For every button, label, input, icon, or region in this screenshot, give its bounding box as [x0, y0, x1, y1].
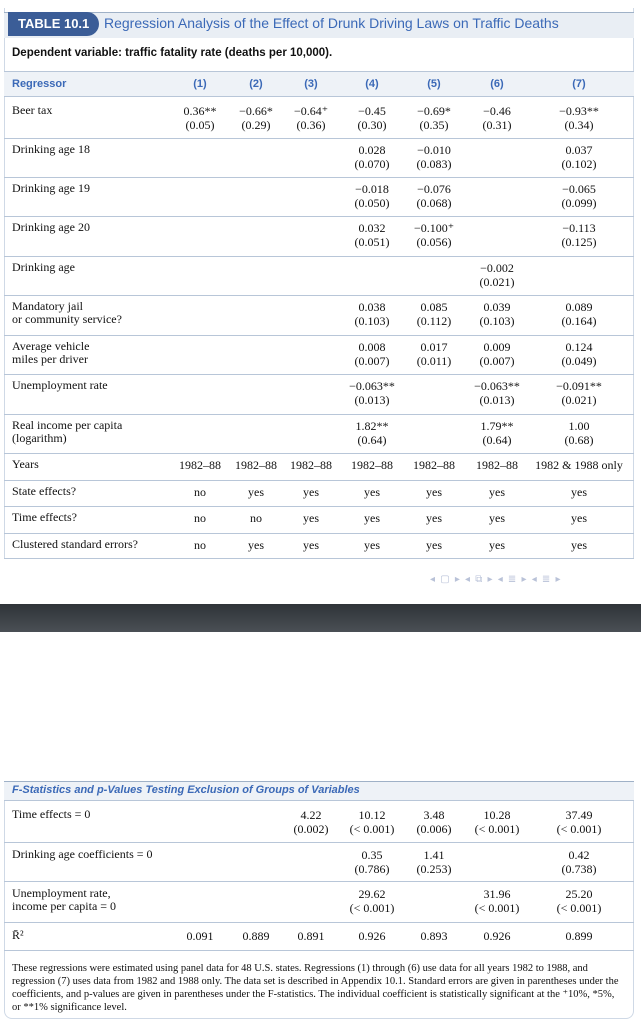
- cell-error: (0.103): [479, 314, 515, 328]
- cell-value: 0.926: [483, 929, 511, 943]
- cell-error: (0.164): [561, 314, 597, 328]
- table-cell: [543, 538, 615, 552]
- cell-value: yes: [571, 485, 587, 499]
- row-label: [12, 808, 90, 821]
- cell-value: 4.22: [300, 808, 322, 822]
- cell-value: 31.96: [483, 887, 511, 901]
- table-cell: [398, 300, 470, 328]
- row-divider: [4, 506, 634, 507]
- cell-error: (0.013): [479, 393, 515, 407]
- row-label: [12, 929, 24, 942]
- row-divider: [4, 558, 634, 559]
- cell-value: −0.091**: [556, 379, 602, 393]
- cell-value: −0.010: [417, 143, 451, 157]
- table-cell: [336, 419, 408, 447]
- cell-error: (0.05): [185, 118, 215, 132]
- row-divider: [4, 295, 634, 296]
- row-label: [12, 300, 122, 326]
- cell-error: (0.36): [296, 118, 326, 132]
- row-label: [12, 538, 138, 551]
- table-cell: [461, 485, 533, 499]
- cell-error: (0.002): [293, 822, 329, 836]
- row-label-line: Time effects = 0: [12, 807, 91, 821]
- table-cell: [543, 887, 615, 915]
- cell-value: 1.82**: [355, 419, 389, 433]
- cell-value: yes: [248, 538, 264, 552]
- row-divider: [4, 374, 634, 375]
- row-label: [12, 340, 89, 366]
- cell-value: 1982–88: [235, 458, 277, 472]
- cell-value: 1982 & 1988 only: [535, 458, 623, 472]
- dependent-variable-note: Dependent variable: traffic fatality rate (deaths per 10,000).: [12, 47, 333, 59]
- row-label-line: miles per driver: [12, 352, 88, 366]
- table-cell: [543, 143, 615, 171]
- cell-value: 0.017: [420, 340, 448, 354]
- row-label: [12, 104, 52, 117]
- cell-error: (0.013): [354, 393, 390, 407]
- cell-value: 0.893: [420, 929, 448, 943]
- table-cell: [461, 300, 533, 328]
- cell-error: (0.64): [482, 433, 512, 447]
- row-divider: [4, 950, 634, 951]
- cell-error: (0.049): [561, 354, 597, 368]
- row-divider: [4, 177, 634, 178]
- row-label: [12, 182, 90, 195]
- row-divider: [4, 480, 634, 481]
- cell-error: (0.786): [354, 862, 390, 876]
- cell-value: no: [194, 538, 206, 552]
- cell-value: no: [250, 511, 262, 525]
- cell-error: (0.007): [479, 354, 515, 368]
- row-label: [12, 485, 76, 498]
- row-divider: [4, 533, 634, 534]
- cell-value: 0.124: [565, 340, 593, 354]
- cell-value: 0.032: [358, 221, 386, 235]
- row-divider: [4, 881, 634, 882]
- cell-value: yes: [426, 538, 442, 552]
- slide-navigation-controls[interactable]: ◂ ▢ ▸ ◂ ⧉ ▸ ◂ ≣ ▸ ◂ ≣ ▸: [430, 574, 562, 585]
- table-cell: [529, 458, 629, 472]
- row-label: [12, 848, 153, 861]
- cell-value: yes: [303, 511, 319, 525]
- cell-error: (0.070): [354, 157, 390, 171]
- row-divider: [4, 922, 634, 923]
- row-label: [12, 143, 90, 156]
- row-label: [12, 458, 39, 471]
- table-cell: [398, 340, 470, 368]
- regressor-header: Regressor: [12, 78, 67, 90]
- cell-value: 0.35: [361, 848, 383, 862]
- table-cell: [461, 419, 533, 447]
- row-label: [12, 511, 77, 524]
- table-cell: [461, 511, 533, 525]
- cell-value: −0.065: [562, 182, 596, 196]
- cell-error: (< 0.001): [556, 901, 602, 915]
- cell-error: (< 0.001): [474, 901, 520, 915]
- cell-value: 0.926: [358, 929, 386, 943]
- cell-value: −0.018: [355, 182, 389, 196]
- cell-error: (0.011): [416, 354, 452, 368]
- cell-value: yes: [426, 511, 442, 525]
- cell-value: 0.42: [568, 848, 590, 862]
- cell-value: yes: [426, 485, 442, 499]
- cell-error: (< 0.001): [556, 822, 602, 836]
- cell-value: yes: [303, 538, 319, 552]
- row-label: [12, 419, 122, 445]
- row-label-line: Clustered standard errors?: [12, 537, 138, 551]
- cell-value: −0.002: [480, 261, 514, 275]
- cell-value: −0.100⁺: [413, 221, 455, 235]
- row-divider: [4, 216, 634, 217]
- cell-value: 1.41: [423, 848, 445, 862]
- cell-value: −0.93**: [559, 104, 599, 118]
- cell-value: yes: [489, 485, 505, 499]
- cell-value: 0.028: [358, 143, 386, 157]
- f-table-title: F-Statistics and p-Values Testing Exclusion of Groups of Variables: [12, 784, 360, 796]
- table-cell: [543, 340, 615, 368]
- cell-value: 0.091: [186, 929, 214, 943]
- table-cell: [398, 104, 470, 132]
- table-cell: [336, 887, 408, 915]
- row-label: [12, 887, 116, 913]
- table-cell: [398, 458, 470, 472]
- cell-error: (< 0.001): [349, 901, 395, 915]
- cell-value: yes: [364, 538, 380, 552]
- table-cell: [461, 538, 533, 552]
- cell-value: yes: [571, 538, 587, 552]
- table-cell: [543, 485, 615, 499]
- slide-divider-band: [0, 604, 641, 632]
- row-label-line: Unemployment rate: [12, 378, 108, 392]
- row-label-line: Average vehicle: [12, 339, 90, 353]
- cell-error: (0.29): [241, 118, 271, 132]
- cell-value: yes: [248, 485, 264, 499]
- cell-error: (0.34): [564, 118, 594, 132]
- column-header: (5): [427, 78, 441, 90]
- table-cell: [543, 511, 615, 525]
- table-number-badge: TABLE 10.1: [8, 12, 99, 36]
- cell-value: 0.038: [358, 300, 386, 314]
- cell-error: (0.253): [416, 862, 452, 876]
- table-cell: [543, 419, 615, 447]
- table-footnote: These regressions were estimated using panel data for 48 U.S. states. Regressions (1) through (6) use data for all years 1982 to 1988, and regression (7) uses data from 1982 and 1988 only. The data set is described in Appendix 10.1. Standard errors are given in parentheses under the coefficients, and p-values are given in parentheses under the F-statistics. The individual coefficient is statistically significant at the ⁺10%, *5%, or **1% significance level.: [12, 963, 619, 1013]
- cell-value: 0.899: [565, 929, 593, 943]
- row-label-line: Beer tax: [12, 103, 53, 117]
- row-divider: [4, 414, 634, 415]
- cell-value: yes: [364, 511, 380, 525]
- cell-error: (0.68): [564, 433, 594, 447]
- cell-value: 3.48: [423, 808, 445, 822]
- cell-value: yes: [489, 538, 505, 552]
- table-cell: [461, 261, 533, 289]
- column-header: (7): [572, 78, 586, 90]
- cell-value: yes: [303, 485, 319, 499]
- cell-value: 29.62: [358, 887, 386, 901]
- cell-value: 0.037: [565, 143, 593, 157]
- row-divider: [4, 453, 634, 454]
- cell-value: yes: [571, 511, 587, 525]
- cell-error: (0.31): [482, 118, 512, 132]
- row-label-line: income per capita = 0: [12, 899, 117, 913]
- row-label-line: Drinking age: [12, 260, 75, 274]
- cell-value: −0.076: [417, 182, 451, 196]
- cell-error: (0.021): [479, 275, 515, 289]
- cell-error: (0.007): [354, 354, 390, 368]
- cell-error: (0.051): [354, 235, 390, 249]
- row-divider: [4, 842, 634, 843]
- cell-value: 0.889: [242, 929, 270, 943]
- table-cell: [461, 887, 533, 915]
- cell-value: 0.008: [358, 340, 386, 354]
- row-label-line: Drinking age 20: [12, 220, 90, 234]
- row-divider: [4, 335, 634, 336]
- cell-value: 1.00: [568, 419, 590, 433]
- cell-value: −0.66*: [239, 104, 273, 118]
- cell-value: 0.089: [565, 300, 593, 314]
- cell-value: −0.46: [483, 104, 511, 118]
- row-label-line: Drinking age 19: [12, 181, 90, 195]
- table-cell: [461, 340, 533, 368]
- cell-error: (0.099): [561, 196, 597, 210]
- cell-error: (0.103): [354, 314, 390, 328]
- cell-value: 0.36**: [183, 104, 217, 118]
- table-cell: [398, 485, 470, 499]
- cell-error: (0.006): [416, 822, 452, 836]
- cell-value: 1982–88: [290, 458, 332, 472]
- row-label-line: Unemployment rate,: [12, 886, 111, 900]
- cell-value: −0.69*: [417, 104, 451, 118]
- table-cell: [543, 300, 615, 328]
- row-label-line: Time effects?: [12, 510, 77, 524]
- cell-value: no: [194, 511, 206, 525]
- cell-value: 1.79**: [480, 419, 514, 433]
- cell-value: yes: [489, 511, 505, 525]
- row-label: [12, 221, 90, 234]
- cell-value: 1982–88: [476, 458, 518, 472]
- table-cell: [543, 929, 615, 943]
- table-cell: [461, 929, 533, 943]
- cell-value: 1982–88: [179, 458, 221, 472]
- row-divider: [4, 138, 634, 139]
- table-cell: [398, 538, 470, 552]
- cell-value: 1982–88: [413, 458, 455, 472]
- table-cell: [461, 104, 533, 132]
- cell-value: 1982–88: [351, 458, 393, 472]
- cell-error: (< 0.001): [349, 822, 395, 836]
- table-cell: [398, 182, 470, 210]
- table-cell: [543, 221, 615, 249]
- cell-error: (0.125): [561, 235, 597, 249]
- table-cell: [461, 808, 533, 836]
- cell-error: (0.056): [416, 235, 452, 249]
- table-cell: [398, 808, 470, 836]
- row-label-line: State effects?: [12, 484, 77, 498]
- table-cell: [543, 182, 615, 210]
- column-header: (1): [193, 78, 207, 90]
- table-cell: [336, 379, 408, 407]
- row-label-line: Years: [12, 457, 39, 471]
- column-header: (6): [490, 78, 504, 90]
- cell-value: yes: [364, 485, 380, 499]
- cell-error: (0.738): [561, 862, 597, 876]
- table-cell: [543, 379, 615, 407]
- row-label-line: or community service?: [12, 312, 122, 326]
- table-cell: [398, 221, 470, 249]
- cell-error: (0.64): [357, 433, 387, 447]
- row-divider: [4, 256, 634, 257]
- cell-error: (0.102): [561, 157, 597, 171]
- row-label: [12, 261, 75, 274]
- cell-error: (0.021): [561, 393, 597, 407]
- cell-value: −0.64⁺: [293, 104, 329, 118]
- table-cell: [543, 848, 615, 876]
- cell-error: (< 0.001): [474, 822, 520, 836]
- cell-value: 0.085: [420, 300, 448, 314]
- row-label-line: (logarithm): [12, 431, 67, 445]
- cell-value: 0.039: [483, 300, 511, 314]
- table-cell: [398, 929, 470, 943]
- table-cell: [461, 458, 533, 472]
- cell-value: 10.12: [358, 808, 386, 822]
- cell-value: −0.063**: [349, 379, 395, 393]
- cell-value: 0.891: [297, 929, 325, 943]
- cell-value: 0.009: [483, 340, 511, 354]
- column-header: (3): [304, 78, 318, 90]
- table-cell: [398, 511, 470, 525]
- table-cell: [398, 143, 470, 171]
- cell-error: (0.050): [354, 196, 390, 210]
- row-label: [12, 379, 108, 392]
- row-label-line: Real income per capita: [12, 418, 123, 432]
- column-header: (4): [365, 78, 379, 90]
- cell-value: no: [194, 485, 206, 499]
- table-cell: [543, 808, 615, 836]
- cell-value: −0.45: [358, 104, 386, 118]
- cell-error: (0.068): [416, 196, 452, 210]
- cell-value: −0.063**: [474, 379, 520, 393]
- cell-value: 25.20: [565, 887, 593, 901]
- cell-error: (0.112): [416, 314, 452, 328]
- row-label-line: R̄²: [12, 928, 24, 942]
- table-cell: [543, 104, 615, 132]
- column-header: (2): [249, 78, 263, 90]
- table-cell: [398, 848, 470, 876]
- table-title: Regression Analysis of the Effect of Drunk Driving Laws on Traffic Deaths: [104, 15, 559, 31]
- cell-error: (0.30): [357, 118, 387, 132]
- cell-value: 10.28: [483, 808, 511, 822]
- row-label-line: Drinking age coefficients = 0: [12, 847, 153, 861]
- cell-value: −0.113: [562, 221, 596, 235]
- table-cell: [461, 379, 533, 407]
- row-label-line: Drinking age 18: [12, 142, 90, 156]
- cell-value: 37.49: [565, 808, 593, 822]
- row-label-line: Mandatory jail: [12, 299, 83, 313]
- cell-error: (0.083): [416, 157, 452, 171]
- cell-error: (0.35): [419, 118, 449, 132]
